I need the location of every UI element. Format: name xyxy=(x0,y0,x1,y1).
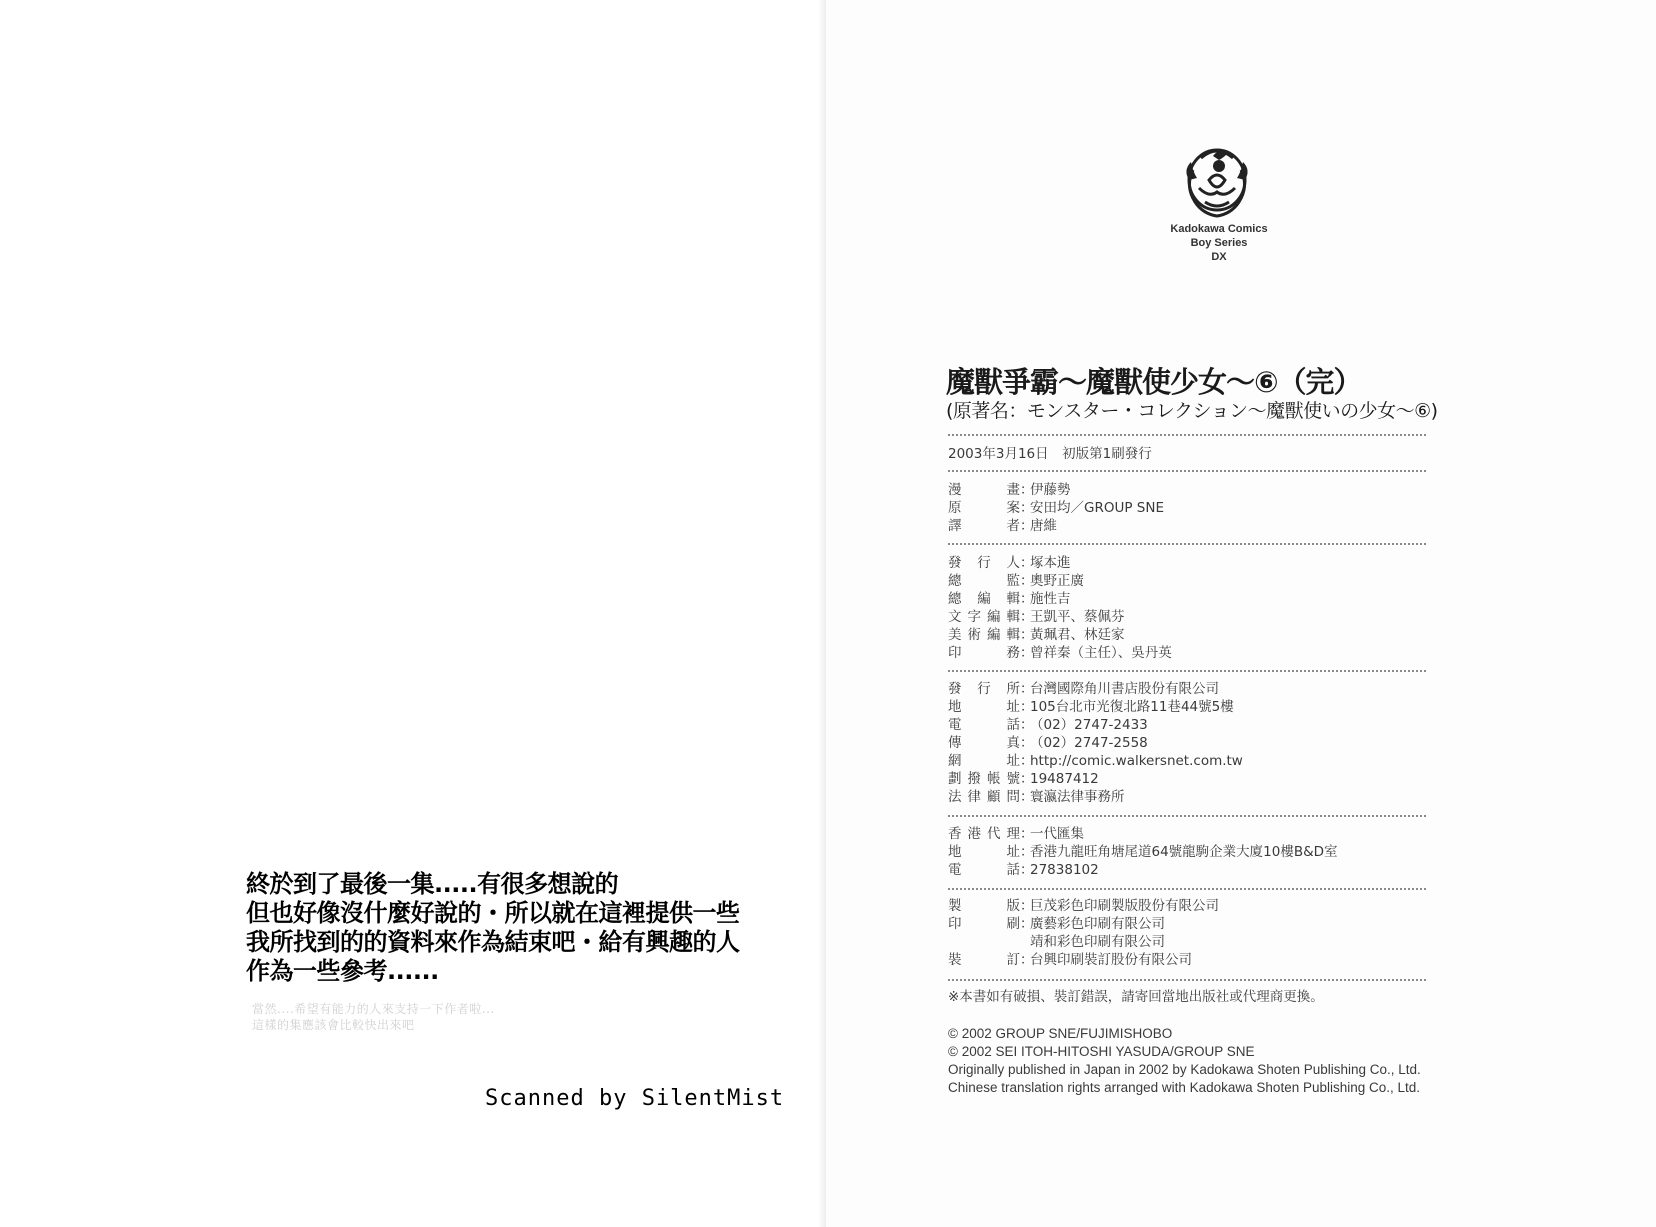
credit-row: 譯者：唐維 xyxy=(948,518,1057,534)
staff-value: 塚本進 xyxy=(1030,555,1071,571)
imprint-label xyxy=(1144,222,1294,264)
publisher-row: 網址：http://comic.walkersnet.com.tw xyxy=(948,753,1243,769)
phoenix-emblem-icon xyxy=(1179,140,1255,222)
agent-label: 地址 xyxy=(948,844,1020,860)
faint-line: 當然....希望有能力的人來支持一下作者啦... xyxy=(252,1002,495,1016)
note-line: 我所找到的的資料來作為結束吧・給有興趣的人 xyxy=(246,928,740,956)
publisher-row: 電話：（02）2747-2433 xyxy=(948,717,1148,733)
publisher-value: 寰瀛法律事務所 xyxy=(1030,789,1125,805)
imprint-line: Kadokawa Comics xyxy=(1170,223,1268,235)
printing-label: 製版 xyxy=(948,898,1020,914)
book-title: 魔獸爭霸〜魔獸使少女〜⑥（完） xyxy=(946,365,1362,399)
note-line: 終於到了最後一集.....有很多想說的 xyxy=(246,870,619,898)
publisher-value: （02）2747-2433 xyxy=(1030,717,1148,733)
staff-label: 美術編輯 xyxy=(948,627,1020,643)
publisher-row: 劃撥帳號：19487412 xyxy=(948,771,1099,787)
original-title: (原著名：モンスター・コレクション〜魔獸使いの少女〜⑥) xyxy=(946,400,1438,422)
credit-row: 原案：安田均／GROUP SNE xyxy=(948,500,1164,516)
staff-row: 發行人：塚本進 xyxy=(948,555,1071,571)
dotted-divider xyxy=(948,815,1426,817)
dotted-divider xyxy=(948,434,1426,436)
printing-label: 裝訂 xyxy=(948,952,1020,968)
publisher-label: 法律顧問 xyxy=(948,789,1020,805)
staff-value: 曾祥秦（主任）、吳丹英 xyxy=(1030,645,1172,661)
faint-line: 這樣的集應該會比較快出來吧 xyxy=(252,1018,415,1032)
agent-row: 地址：香港九龍旺角塘尾道64號龍駒企業大廈10樓B&D室 xyxy=(948,844,1338,860)
website-value: http://comic.walkersnet.com.tw xyxy=(1030,753,1243,769)
agent-value: 27838102 xyxy=(1030,862,1099,878)
credit-value: 唐維 xyxy=(1030,518,1057,534)
publisher-label: 發行所 xyxy=(948,681,1020,697)
agent-row: 香港代理：一代匯集 xyxy=(948,826,1084,842)
imprint-line: DX xyxy=(1211,251,1227,263)
staff-row: 印務：曾祥秦（主任）、吳丹英 xyxy=(948,645,1172,661)
staff-value: 施性吉 xyxy=(1030,591,1071,607)
publisher-label: 電話 xyxy=(948,717,1020,733)
note-line: 作為一些參考...... xyxy=(246,957,439,985)
agent-row: 電話：27838102 xyxy=(948,862,1099,878)
credit-row: 漫畫：伊藤勢 xyxy=(948,482,1071,498)
staff-value: 王凱平、蔡佩芬 xyxy=(1030,609,1125,625)
agent-label: 香港代理 xyxy=(948,826,1020,842)
scanner-credit: Scanned by SilentMist xyxy=(485,1086,785,1111)
imprint-line: Boy Series xyxy=(1190,237,1248,249)
credit-value: 安田均／GROUP SNE xyxy=(1030,500,1164,516)
publisher-label: 劃撥帳號 xyxy=(948,771,1020,787)
staff-row: 總編輯：施性吉 xyxy=(948,591,1071,607)
dotted-divider xyxy=(948,979,1426,981)
staff-label: 發行人 xyxy=(948,555,1020,571)
publisher-row: 傳真：（02）2747-2558 xyxy=(948,735,1148,751)
printing-row: 裝訂：台興印刷裝訂股份有限公司 xyxy=(948,952,1192,968)
dotted-divider xyxy=(948,670,1426,672)
staff-value: 黃珮君、林廷家 xyxy=(1030,627,1125,643)
printing-value: 靖和彩色印刷有限公司 xyxy=(1030,934,1165,950)
staff-row: 文字編輯：王凱平、蔡佩芬 xyxy=(948,609,1125,625)
damage-notice: ※本書如有破損、裝訂錯誤，請寄回當地出版社或代理商更換。 xyxy=(948,989,1324,1005)
publisher-value: 台灣國際角川書店股份有限公司 xyxy=(1030,681,1219,697)
credit-label: 漫畫 xyxy=(948,482,1020,498)
printing-value: 巨茂彩色印刷製版股份有限公司 xyxy=(1030,898,1219,914)
agent-value: 一代匯集 xyxy=(1030,826,1084,842)
publisher-value: 105台北市光復北路11巷44號5樓 xyxy=(1030,699,1234,715)
publisher-row: 地址：105台北市光復北路11巷44號5樓 xyxy=(948,699,1234,715)
copyright-line: © 2002 GROUP SNE/FUJIMISHOBO xyxy=(948,1026,1173,1041)
publisher-value: 19487412 xyxy=(1030,771,1099,787)
staff-label: 文字編輯 xyxy=(948,609,1020,625)
printing-label: 印刷 xyxy=(948,916,1020,932)
printing-row: 製版：巨茂彩色印刷製版股份有限公司 xyxy=(948,898,1219,914)
note-line: 但也好像沒什麼好說的・所以就在這裡提供一些 xyxy=(246,899,740,927)
dotted-divider xyxy=(948,888,1426,890)
faint-note xyxy=(252,1001,552,1033)
dotted-divider xyxy=(948,543,1426,545)
printing-row: 印刷：廣藝彩色印刷有限公司 xyxy=(948,916,1165,932)
staff-row: 美術編輯：黃珮君、林廷家 xyxy=(948,627,1125,643)
publisher-row: 發行所：台灣國際角川書店股份有限公司 xyxy=(948,681,1219,697)
staff-label: 總監 xyxy=(948,573,1020,589)
printing-value: 廣藝彩色印刷有限公司 xyxy=(1030,916,1165,932)
staff-value: 奧野正廣 xyxy=(1030,573,1084,589)
left-page xyxy=(0,0,826,1227)
publisher-label: 傳真 xyxy=(948,735,1020,751)
printing-value: 台興印刷裝訂股份有限公司 xyxy=(1030,952,1192,968)
copyright-line: Chinese translation rights arranged with Kadokawa Shoten Publishing Co., Ltd. xyxy=(948,1080,1421,1095)
translator-note xyxy=(246,870,806,986)
agent-value: 香港九龍旺角塘尾道64號龍駒企業大廈10樓B&D室 xyxy=(1030,844,1338,860)
copyright-line: © 2002 SEI ITOH-HITOSHI YASUDA/GROUP SNE xyxy=(948,1044,1255,1059)
staff-label: 印務 xyxy=(948,645,1020,661)
publisher-label: 地址 xyxy=(948,699,1020,715)
credit-value: 伊藤勢 xyxy=(1030,482,1071,498)
dotted-divider xyxy=(948,470,1426,472)
publisher-value: （02）2747-2558 xyxy=(1030,735,1148,751)
printing-row xyxy=(948,933,1165,951)
staff-label: 總編輯 xyxy=(948,591,1020,607)
publisher-row: 法律顧問：寰瀛法律事務所 xyxy=(948,789,1125,805)
publication-date: 2003年3月16日 初版第1刷發行 xyxy=(948,446,1152,462)
credit-label: 譯者 xyxy=(948,518,1020,534)
credit-label: 原案 xyxy=(948,500,1020,516)
staff-row: 總監：奧野正廣 xyxy=(948,573,1084,589)
agent-label: 電話 xyxy=(948,862,1020,878)
right-page xyxy=(826,0,1656,1227)
publisher-label: 網址 xyxy=(948,753,1020,769)
copyright-line: Originally published in Japan in 2002 by Kadokawa Shoten Publishing Co., Ltd. xyxy=(948,1062,1421,1077)
